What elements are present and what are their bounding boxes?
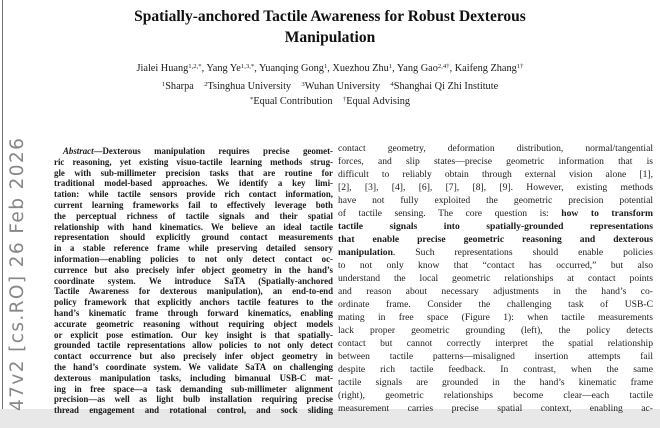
text-segment: representation should explicitly ground contact measurements — [54, 232, 333, 243]
text-segment: coordinate system. We introduce SaTA (Spatially-anchored — [54, 275, 333, 286]
text-segment: Equal Advising — [346, 96, 410, 107]
text-segment: ing in free space—a task demanding sub-millimeter alignment — [54, 383, 333, 394]
text-line — [54, 232, 333, 243]
text-line — [54, 178, 333, 189]
text-segment: precision—as well as light bulb installation requiring precise — [54, 394, 333, 405]
text-line — [54, 222, 333, 233]
text-line — [338, 246, 653, 259]
text-segment: 1 — [323, 63, 328, 70]
text-segment: mating in free space (Figure 1): when tactile measurements — [338, 312, 653, 323]
text-line — [338, 142, 653, 155]
text-segment: information—enabling policies to not only detect contact oc- — [54, 253, 333, 264]
text-segment: . Such representations should enable policies — [392, 247, 653, 258]
text-segment: Sharpa — [165, 81, 194, 92]
text-line — [338, 324, 653, 337]
text-segment: —Dexterous manipulation requires precise geomet- — [93, 146, 333, 156]
text-segment: , Yang Gao — [392, 63, 438, 74]
text-segment — [291, 81, 301, 92]
text-segment: in a stable reference frame while preserving detailed sensory — [54, 243, 333, 254]
text-line — [338, 233, 653, 246]
text-segment: traditional model-based approaches. We identify a key limi- — [54, 178, 333, 189]
text-line — [54, 286, 333, 297]
text-segment: that enable precise geometric reasoning and dexterous — [338, 234, 653, 245]
text-segment: gle with sub-millimeter precision tasks that are routine for — [54, 167, 333, 178]
text-line — [54, 405, 333, 416]
text-segment: , Yang Ye — [201, 63, 241, 74]
text-segment: 1,3,* — [240, 63, 255, 70]
text-line — [54, 297, 333, 308]
text-line — [54, 189, 333, 200]
text-segment: tation: while tactile sensors provide rich contact information, — [54, 189, 333, 200]
text-line — [338, 259, 653, 272]
text-segment — [194, 81, 204, 92]
text-line — [54, 351, 333, 362]
text-line — [338, 207, 653, 220]
text-segment: Equal Contribution — [253, 96, 333, 107]
text-line — [338, 363, 653, 376]
text-segment: current learning frameworks fail to effectively leverage both — [54, 199, 333, 210]
text-line — [54, 308, 333, 319]
text-line — [338, 181, 653, 194]
text-segment: ordinate frame. Consider the challenging task of USB-C — [338, 299, 653, 310]
abstract-column — [54, 146, 333, 416]
text-line — [338, 194, 653, 207]
text-segment: Jialei Huang — [136, 63, 189, 74]
authors-line — [0, 63, 660, 74]
text-line — [338, 402, 653, 415]
text-segment: 3 — [301, 81, 305, 88]
text-line — [54, 265, 333, 276]
text-line — [54, 373, 333, 384]
text-line — [54, 168, 333, 179]
page-edge-rule — [2, 0, 3, 409]
text-segment: 4 — [390, 81, 394, 88]
text-segment: Wuhan University — [304, 81, 381, 92]
text-line — [54, 243, 333, 254]
text-line — [54, 330, 333, 341]
text-segment: 1 — [161, 81, 166, 88]
text-line — [338, 376, 653, 389]
text-line — [338, 389, 653, 402]
text-segment: currence but also precisely infer object geometry in the hand’s — [54, 264, 333, 275]
paper-title-line2: Manipulation — [284, 28, 376, 46]
text-segment: how to transform — [561, 208, 653, 219]
text-segment: tactile signals into spatially-grounded representations — [338, 221, 653, 232]
paper-title-line1: Spatially-anchored Tactile Awareness for Robust Dexterous — [134, 8, 526, 25]
arxiv-watermark: 47v2 [cs.RO] 26 Feb 2026 — [7, 136, 28, 411]
text-segment: ric reasoning, yet existing visuo-tactile learning methods strug- — [54, 156, 333, 167]
text-line — [0, 96, 660, 107]
text-line — [54, 254, 333, 265]
text-segment: * — [249, 96, 254, 103]
text-segment: and reason about necessary adjustments in the hand’s co- — [338, 286, 653, 297]
text-segment: understand the local geometric relationships at contact points — [338, 273, 653, 284]
equal-contribution-line — [0, 96, 660, 107]
text-segment: contact but cannot correctly interpret the spatial relationship — [338, 338, 653, 349]
text-segment — [380, 81, 390, 92]
text-line — [54, 340, 333, 351]
text-segment: † — [342, 96, 347, 103]
text-line — [54, 157, 333, 168]
text-segment: lack proper geometric grounding (left), the policy detects — [338, 325, 653, 336]
text-segment: Tactile Awareness for dexterous manipulation), an end-to-end — [54, 286, 333, 297]
text-line — [338, 298, 653, 311]
text-line — [338, 220, 653, 233]
text-line — [0, 81, 660, 92]
text-segment: of tactile sensing. The core question is: — [338, 208, 562, 219]
text-line — [338, 168, 653, 181]
text-segment — [333, 96, 343, 107]
text-line — [338, 272, 653, 285]
text-line — [54, 276, 333, 287]
text-segment: 1,2,* — [188, 63, 202, 70]
text-line — [338, 155, 653, 168]
text-segment: manipulation — [338, 247, 393, 258]
text-segment: Abstract — [63, 146, 94, 156]
text-segment: measurement carries precise spatial context, enabling ac- — [338, 403, 653, 414]
text-line — [54, 319, 333, 330]
text-line — [54, 146, 333, 157]
text-segment: the perceptual richness of tactile signals and their spatial — [54, 210, 333, 221]
text-segment: 2 — [204, 81, 208, 88]
text-segment: 2,4† — [437, 63, 450, 70]
text-line — [54, 394, 333, 405]
text-segment: [2], [3], [4], [6], [7], [8], [9]. However, existing methods — [338, 182, 653, 193]
text-segment: grounded tactile representations allow policies to not only detect — [54, 340, 333, 351]
text-line — [338, 337, 653, 350]
text-segment: accurate geometric reasoning without requiring object models — [54, 318, 333, 329]
text-segment: forces, and slip states—precise geometric information that is — [338, 156, 653, 167]
text-segment: (right), geometric relationships become clear—each tactile — [338, 390, 653, 401]
text-segment: tactile signals are grounded in the hand’s kinematic frame — [338, 377, 653, 388]
text-segment: despite rich tactile feedback. In contrast, when the same — [338, 364, 653, 375]
text-segment: relationship with hand kinematics. We believe an ideal tactile — [54, 221, 333, 232]
text-segment: have not fully exploited the geometric precision potential — [338, 195, 653, 206]
text-segment: to not only know that “contact has occurred,” but also — [338, 260, 653, 271]
text-segment: contact occurrence but also precisely infer object geometry in — [54, 351, 333, 362]
text-segment: difficult to reliably obtain through external vision alone [1], — [338, 169, 653, 180]
text-line — [338, 285, 653, 298]
text-segment: 1 — [388, 63, 393, 70]
text-segment: thread engagement and rotational control, and sock sliding — [54, 405, 333, 416]
text-segment: 1† — [516, 63, 524, 70]
paper-title — [0, 7, 660, 48]
text-segment: between tactile patterns—misaligned insertion attempts fail — [338, 351, 653, 362]
text-segment: , Kaifeng Zhang — [449, 63, 517, 74]
text-line — [338, 311, 653, 324]
text-segment: hand’s kinematic frame through forward kinematics, enabling — [54, 307, 333, 318]
text-segment: , Xuezhou Zhu — [327, 63, 389, 74]
text-line — [338, 350, 653, 363]
text-line — [54, 200, 333, 211]
text-segment: contact geometry, deformation distribution, normal/tangential — [338, 143, 653, 154]
affiliations-line — [0, 81, 660, 92]
text-line — [0, 63, 660, 74]
text-line — [54, 211, 333, 222]
text-line — [54, 362, 333, 373]
text-segment: or explicit pose estimation. Our key insight is that spatially- — [54, 329, 333, 340]
text-segment: dexterous manipulation tasks, including bimanual USB-C mat- — [54, 372, 333, 383]
text-segment: the hand’s coordinate system. We validate SaTA on challenging — [54, 361, 333, 372]
text-segment: policy framework that explicitly anchors tactile features to the — [54, 297, 333, 308]
text-segment: , Yuanqing Gong — [254, 63, 324, 74]
text-segment: Shanghai Qi Zhi Institute — [393, 81, 499, 92]
text-segment: Tsinghua University — [207, 81, 292, 92]
introduction-column — [338, 142, 653, 415]
text-line — [54, 384, 333, 395]
